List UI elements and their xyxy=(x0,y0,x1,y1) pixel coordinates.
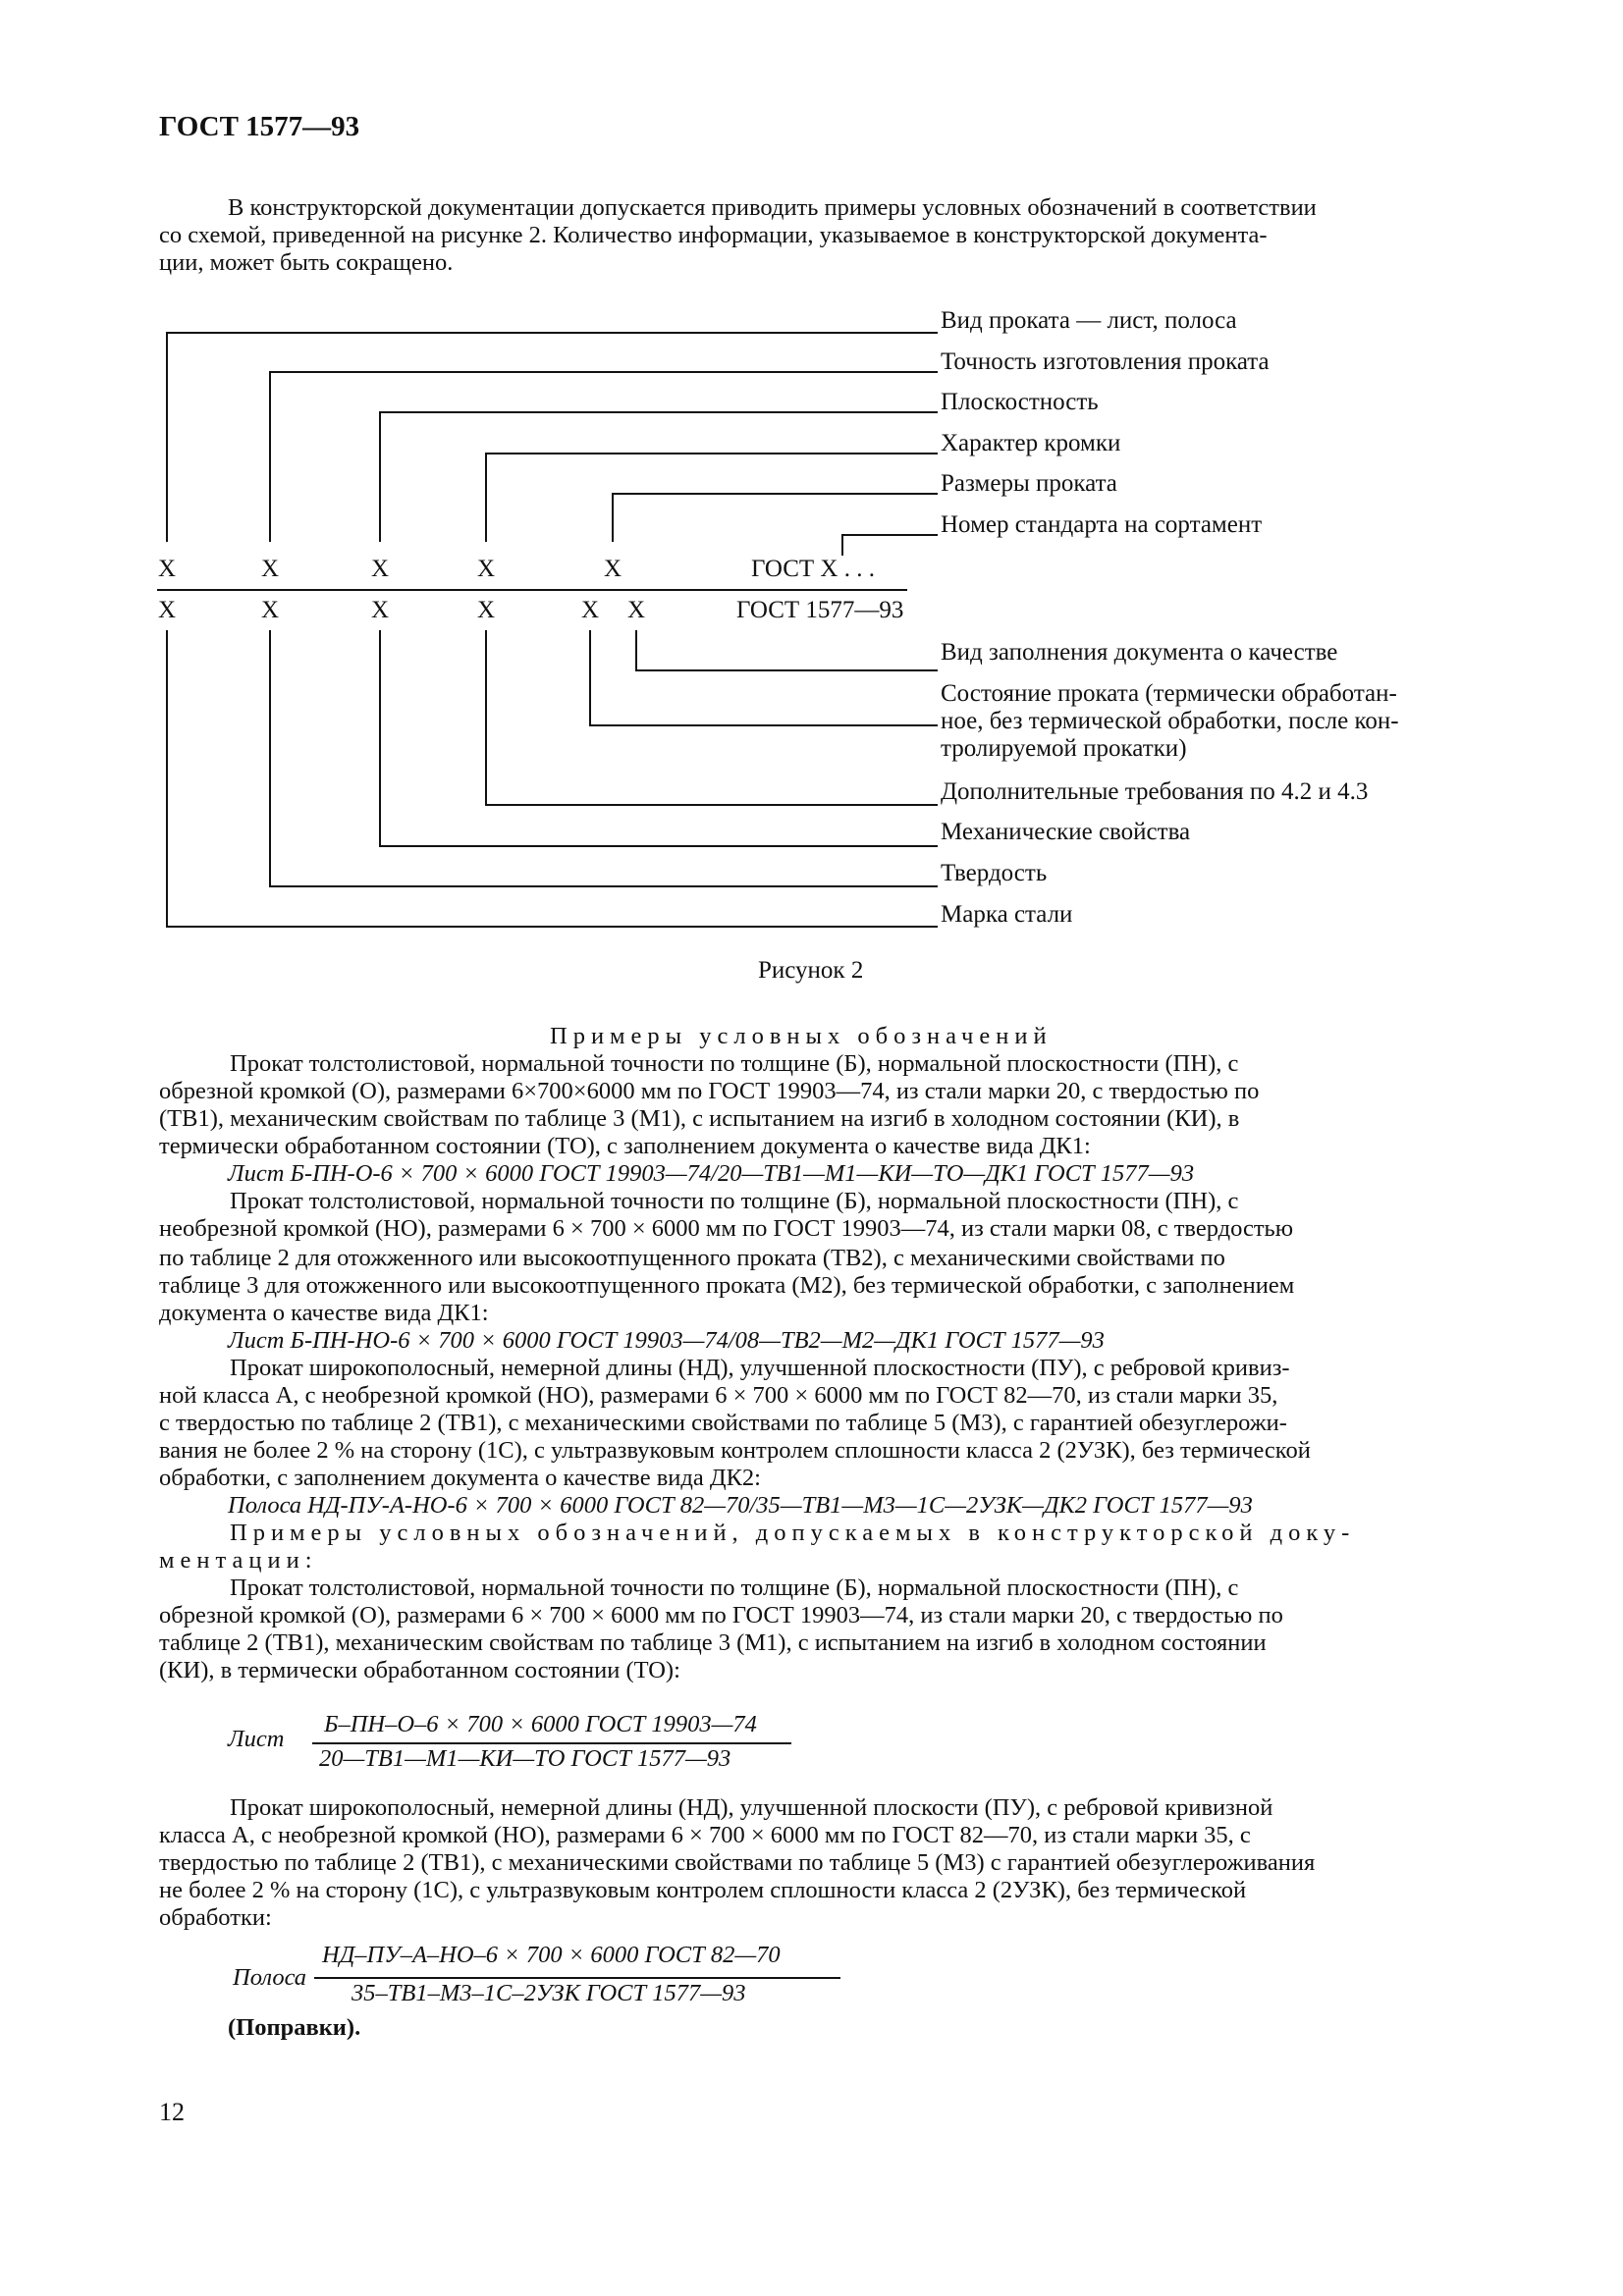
ex1-line-2: обрезной кромкой (О), размерами 6×700×6000 мм по ГОСТ 19903—74, из стали марки 20, с твердостью по xyxy=(159,1078,1260,1104)
ex4-denominator: 20—ТВ1—М1—КИ—ТО ГОСТ 1577—93 xyxy=(319,1745,731,1772)
label-accuracy: Точность изготовления проката xyxy=(941,348,1270,375)
ex3-designation: Полоса НД-ПУ-А-НО-6 × 700 × 6000 ГОСТ 82—70/35—ТВ1—М3—1С—2УЗК—ДК2 ГОСТ 1577—93 xyxy=(228,1492,1253,1519)
mark-lower-5: X xyxy=(581,597,600,623)
ex4-prefix: Лист xyxy=(228,1726,285,1752)
ex5-line-2: класса А, с необрезной кромкой (НО), размерами 6 × 700 × 6000 мм по ГОСТ 82—70, из стали марки 35, с xyxy=(159,1822,1251,1848)
mark-upper-4: X xyxy=(477,556,496,582)
ex1-line-3: (ТВ1), механическим свойствам по таблице 3 (М1), с испытанием на изгиб в холодном состоянии (КИ), в xyxy=(159,1105,1240,1132)
ex5-line-1: Прокат широкополосный, немерной длины (НД), улучшенной плоскости (ПУ), с ребровой кривизной xyxy=(230,1794,1273,1821)
leader-accuracy xyxy=(270,372,938,542)
lower-gost-number: ГОСТ 1577—93 xyxy=(736,597,904,623)
label-dimensions: Размеры проката xyxy=(941,470,1117,497)
leader-state xyxy=(590,630,938,725)
intro-line-1: В конструкторской документации допускается приводить примеры условных обозначений в соответствии xyxy=(228,194,1317,221)
leader-quality-document xyxy=(636,630,938,670)
mark-upper-5: X xyxy=(604,556,622,582)
mark-lower-1: X xyxy=(158,597,177,623)
ex2-line-4: таблице 3 для отожженного или высокоотпущенного проката (М2), без термической обработки, с заполнением xyxy=(159,1272,1295,1299)
intro-line-3: ции, может быть сокращено. xyxy=(159,249,454,276)
ex3-line-5: обработки, с заполнением документа о качестве вида ДК2: xyxy=(159,1465,761,1491)
ex4-line-1: Прокат толстолистовой, нормальной точности по толщине (Б), нормальной плоскостности (ПН), с xyxy=(230,1575,1239,1601)
ex2-line-5: документа о качестве вида ДК1: xyxy=(159,1300,489,1326)
mark-upper-3: X xyxy=(371,556,390,582)
ex5-line-3: твердостью по таблице 2 (ТВ1), с механическими свойствами по таблице 5 (М3) с гарантией обезуглероживания xyxy=(159,1849,1316,1876)
label-edge: Характер кромки xyxy=(941,430,1121,456)
ex5-prefix: Полоса xyxy=(233,1964,307,1991)
ex2-line-3: по таблице 2 для отожженного или высокоотпущенного проката (ТВ2), с механическими свойствами по xyxy=(159,1245,1225,1271)
examples-heading: Примеры условных обозначений xyxy=(550,1023,1053,1049)
leader-hardness xyxy=(270,630,938,886)
ex1-designation: Лист Б-ПН-О-6 × 700 × 6000 ГОСТ 19903—74/20—ТВ1—М1—КИ—ТО—ДК1 ГОСТ 1577—93 xyxy=(228,1160,1195,1187)
label-quality-document: Вид заполнения документа о качестве xyxy=(941,639,1338,666)
examples-heading-2-line-1: Примеры условных обозначений, допускаемых в конструкторской доку- xyxy=(230,1520,1356,1546)
document-header: ГОСТ 1577—93 xyxy=(159,111,360,142)
mark-upper-1: X xyxy=(158,556,177,582)
examples-heading-2-line-2: ментации: xyxy=(159,1547,318,1574)
label-flatness: Плоскостность xyxy=(941,389,1099,415)
mark-upper-2: X xyxy=(261,556,280,582)
leader-steel-grade xyxy=(167,630,938,927)
ex5-denominator: 35–ТВ1–М3–1С–2УЗК ГОСТ 1577—93 xyxy=(352,1980,746,2006)
mark-lower-4: X xyxy=(477,597,496,623)
ex3-line-2: ной класса А, с необрезной кромкой (НО), размерами 6 × 700 × 6000 мм по ГОСТ 82—70, из стали марки 35, xyxy=(159,1382,1278,1409)
label-steel-grade: Марка стали xyxy=(941,901,1073,928)
label-state-line-3: тролируемой прокатки) xyxy=(941,735,1187,762)
label-mechanical-properties: Механические свойства xyxy=(941,819,1191,845)
ex5-line-4: не более 2 % на сторону (1С), с ультразвуковым контролем сплошности класса 2 (2УЗК), без термической xyxy=(159,1877,1247,1903)
ex3-line-3: с твердостью по таблице 2 (ТВ1), с механическими свойствами по таблице 5 (М3), с гарантией обезуглерожи- xyxy=(159,1410,1287,1436)
ex4-numerator: Б–ПН–О–6 × 700 × 6000 ГОСТ 19903—74 xyxy=(324,1711,757,1737)
upper-gost-placeholder: ГОСТ X . . . xyxy=(751,556,875,582)
mark-lower-6: X xyxy=(627,597,646,623)
label-standard-number: Номер стандарта на сортамент xyxy=(941,511,1263,538)
mark-lower-3: X xyxy=(371,597,390,623)
leader-product-type xyxy=(167,333,938,542)
leader-mechanical-properties xyxy=(380,630,938,846)
intro-line-2: со схемой, приведенной на рисунке 2. Количество информации, указываемое в конструкторской документа- xyxy=(159,222,1268,248)
ex3-line-1: Прокат широкополосный, немерной длины (НД), улучшенной плоскостности (ПУ), с ребровой кривиз- xyxy=(230,1355,1290,1381)
ex2-line-1: Прокат толстолистовой, нормальной точности по толщине (Б), нормальной плоскостности (ПН), с xyxy=(230,1188,1239,1214)
ex4-line-2: обрезной кромкой (О), размерами 6 × 700 × 6000 мм по ГОСТ 19903—74, из стали марки 20, с твердостью по xyxy=(159,1602,1283,1629)
figure-caption: Рисунок 2 xyxy=(758,957,864,984)
page-number: 12 xyxy=(159,2098,185,2126)
designation-scheme-diagram xyxy=(0,0,1623,982)
leader-edge xyxy=(486,454,938,542)
amendment-note: (Поправки). xyxy=(228,2014,361,2041)
leader-standard-number xyxy=(842,535,938,556)
ex5-numerator: НД–ПУ–А–НО–6 × 700 × 6000 ГОСТ 82—70 xyxy=(322,1942,781,1968)
label-product-type: Вид проката — лист, полоса xyxy=(941,307,1237,334)
label-hardness: Твердость xyxy=(941,860,1048,886)
ex2-line-2: необрезной кромкой (НО), размерами 6 × 700 × 6000 мм по ГОСТ 19903—74, из стали марки 08, с твердостью xyxy=(159,1215,1294,1242)
ex4-line-4: (КИ), в термически обработанном состоянии (ТО): xyxy=(159,1657,680,1683)
ex5-line-5: обработки: xyxy=(159,1904,272,1931)
mark-lower-2: X xyxy=(261,597,280,623)
ex1-line-4: термически обработанном состоянии (ТО), с заполнением документа о качестве вида ДК1: xyxy=(159,1133,1091,1159)
label-additional-requirements: Дополнительные требования по 4.2 и 4.3 xyxy=(941,778,1369,805)
label-state-line-1: Состояние проката (термически обработан- xyxy=(941,680,1397,707)
ex1-line-1: Прокат толстолистовой, нормальной точности по толщине (Б), нормальной плоскостности (ПН), с xyxy=(230,1050,1239,1077)
label-state-line-2: ное, без термической обработки, после кон- xyxy=(941,708,1399,734)
leader-additional-requirements xyxy=(486,630,938,805)
ex4-line-3: таблице 2 (ТВ1), механическим свойствам по таблице 3 (М1), с испытанием на изгиб в холодном состоянии xyxy=(159,1629,1267,1656)
ex3-line-4: вания не более 2 % на сторону (1С), с ультразвуковым контролем сплошности класса 2 (2УЗК), без термической xyxy=(159,1437,1311,1464)
ex2-designation: Лист Б-ПН-НО-6 × 700 × 6000 ГОСТ 19903—74/08—ТВ2—М2—ДК1 ГОСТ 1577—93 xyxy=(228,1327,1105,1354)
leader-flatness xyxy=(380,412,938,542)
